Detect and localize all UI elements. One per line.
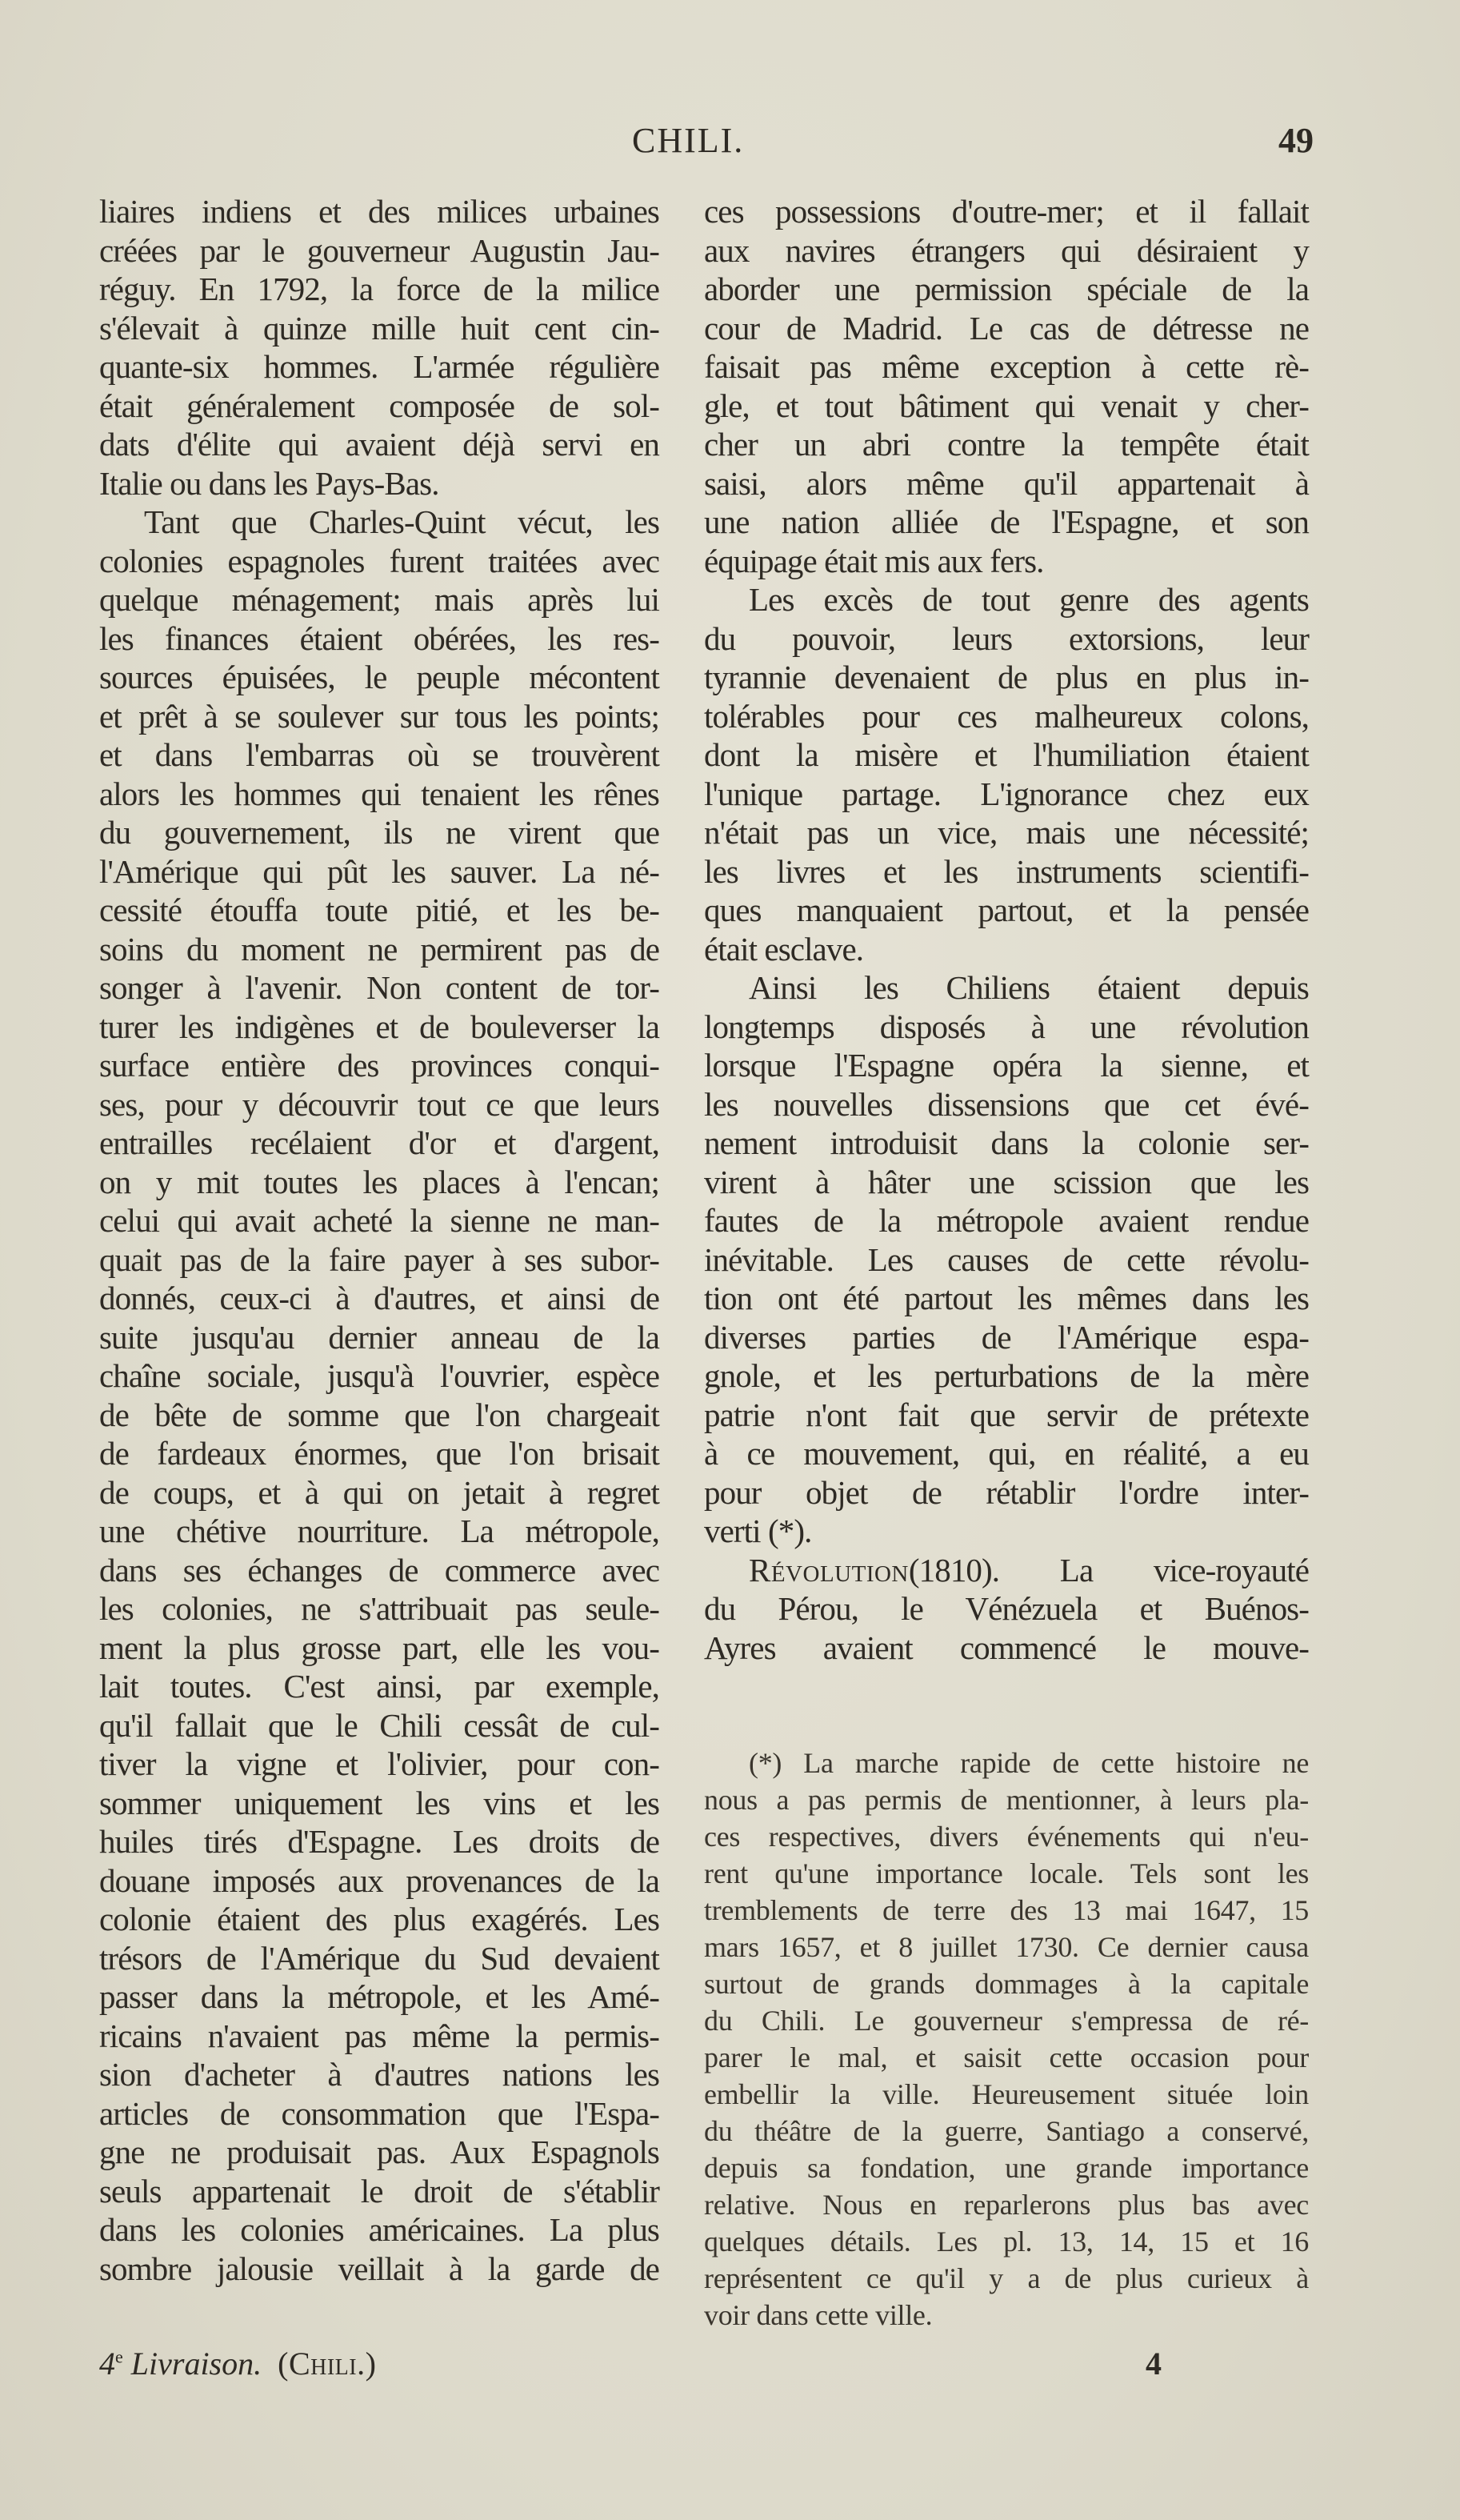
text-line: dans ses échanges de commerce avec — [99, 1551, 659, 1589]
text-line: faisait pas même exception à cette rè- — [704, 348, 1309, 385]
text-line: colonie étaient des plus exagérés. Les — [99, 1901, 659, 1937]
left-column — [99, 192, 659, 2288]
text-line: passer dans la métropole, et les Amé- — [99, 1978, 659, 2015]
text-line: celui qui avait acheté la sienne ne man- — [99, 1202, 659, 1239]
text-line: rent qu'une importance locale. Tels sont les — [704, 1857, 1309, 1889]
text-line: cessité étouffa toute pitié, et les be- — [99, 891, 659, 928]
text-line: patrie n'ont fait que servir de prétexte — [704, 1396, 1309, 1433]
text-line: pour objet de rétablir l'ordre inter- — [704, 1473, 1309, 1511]
text-line: représentent ce qu'il y a de plus curieux à — [704, 2262, 1309, 2294]
text-line: gnole, et les perturbations de la mère — [704, 1357, 1309, 1394]
text-line: virent à hâter une scission que les — [704, 1163, 1309, 1200]
text-line: tolérables pour ces malheureux colons, — [704, 697, 1309, 735]
text-line: colonies espagnoles furent traitées avec — [99, 542, 659, 579]
text-line: alors les hommes qui tenaient les rênes — [99, 775, 659, 812]
text-line: (*) La marche rapide de cette histoire ne — [749, 1747, 1309, 1779]
text-line: aborder une permission spéciale de la — [704, 270, 1309, 307]
text-line: surface entière des provinces conqui- — [99, 1047, 659, 1084]
text-line: longtemps disposés à une révolution — [704, 1008, 1309, 1045]
text-line: trésors de l'Amérique du Sud devaient — [99, 1939, 659, 1977]
text-line: réguy. En 1792, la force de la milice — [99, 270, 659, 307]
text-line: chaîne sociale, jusqu'à l'ouvrier, espèce — [99, 1357, 659, 1394]
text-line: quelques détails. Les pl. 13, 14, 15 et 16 — [704, 2226, 1309, 2258]
text-line: donnés, ceux-ci à d'autres, et ainsi de — [99, 1280, 659, 1316]
issue-label: Livraison. — [130, 2346, 262, 2382]
text-line: sources épuisées, le peuple mécontent — [99, 659, 659, 695]
text-line: diverses parties de l'Amérique espa- — [704, 1318, 1309, 1356]
text-line: les livres et les instruments scientifi- — [704, 852, 1309, 890]
text-line: dont la misère et l'humiliation étaient — [704, 736, 1309, 773]
text-line: s'élevait à quinze mille huit cent cin- — [99, 309, 659, 347]
text-line: soins du moment ne permirent pas de — [99, 930, 659, 968]
issue-signature — [99, 2345, 376, 2382]
text-line: du gouvernement, ils ne virent que — [99, 814, 659, 851]
text-line: dans les colonies américaines. La plus — [99, 2211, 659, 2248]
text-line: inévitable. Les causes de cette révolu- — [704, 1240, 1309, 1278]
text-line: ses, pour y découvrir tout ce que leurs — [99, 1085, 659, 1123]
text-line: à ce mouvement, qui, en réalité, a eu — [704, 1435, 1309, 1472]
text-line: quait pas de la faire payer à ses subor- — [99, 1240, 659, 1278]
text-line: fautes de la métropole avaient rendue — [704, 1202, 1309, 1239]
text-line: verti (*). — [704, 1512, 812, 1549]
text-line: était esclave. — [704, 930, 864, 968]
text-line: sommer uniquement les vins et les — [99, 1784, 659, 1821]
text-line: ces possessions d'outre-mer; et il fallait — [704, 193, 1309, 230]
text-line: Ainsi les Chiliens étaient depuis — [749, 969, 1309, 1006]
text-line: tiver la vigne et l'olivier, pour con- — [99, 1745, 659, 1782]
text-line: l'unique partage. L'ignorance chez eux — [704, 775, 1309, 812]
text-line: relative. Nous en reparlerons plus bas avec — [704, 2189, 1309, 2221]
text-line: Les excès de tout genre des agents — [749, 581, 1309, 618]
text-line: du Chili. Le gouverneur s'empressa de ré- — [704, 2005, 1309, 2037]
text-line: lorsque l'Espagne opéra la sienne, et — [704, 1047, 1309, 1084]
text-line: huiles tirés d'Espagne. Les droits de — [99, 1823, 659, 1860]
text-line: mars 1657, et 8 juillet 1730. Ce dernier causa — [704, 1931, 1309, 1963]
text-line: du pouvoir, leurs extorsions, leur — [704, 619, 1309, 657]
text-line: saisi, alors même qu'il appartenait à — [704, 464, 1309, 502]
issue-section: (Chili.) — [278, 2346, 377, 2382]
text-line: du théâtre de la guerre, Santiago a conservé, — [704, 2115, 1309, 2147]
text-line: tion ont été partout les mêmes dans les — [704, 1280, 1309, 1316]
text-line: et prêt à se soulever sur tous les points; — [99, 697, 659, 735]
text-line: lait toutes. C'est ainsi, par exemple, — [99, 1668, 659, 1705]
text-line: sion d'acheter à d'autres nations les — [99, 2056, 659, 2093]
text-line: songer à l'avenir. Non content de tor- — [99, 969, 659, 1006]
section-heading-text: (1810). La vice-royauté — [908, 1551, 1309, 1589]
text-line: on y mit toutes les places à l'encan; — [99, 1163, 659, 1200]
text-line: cour de Madrid. Le cas de détresse ne — [704, 309, 1309, 347]
text-line: de coups, et à qui on jetait à regret — [99, 1473, 659, 1511]
text-line: ment la plus grosse part, elle les vou- — [99, 1629, 659, 1666]
text-line: l'Amérique qui pût les sauver. La né- — [99, 852, 659, 890]
text-line: seuls appartenait le droit de s'établir — [99, 2172, 659, 2210]
text-line: les finances étaient obérées, les res- — [99, 619, 659, 657]
running-title: CHILI. — [632, 121, 745, 160]
section-heading-line — [704, 1551, 1309, 1590]
text-line: une chétive nourriture. La métropole, — [99, 1512, 659, 1549]
text-line: parer le mal, et saisit cette occasion pour — [704, 2041, 1309, 2073]
signature-mark: 4 — [1146, 2346, 1162, 2382]
text-line: Tant que Charles-Quint vécut, les — [144, 503, 659, 540]
text-line: embellir la ville. Heureusement située loin — [704, 2078, 1309, 2110]
text-line: de fardeaux énormes, que l'on brisait — [99, 1435, 659, 1472]
text-line: nous a pas permis de mentionner, à leurs pla- — [704, 1784, 1309, 1816]
text-line: créées par le gouverneur Augustin Jau- — [99, 231, 659, 269]
text-line: les colonies, ne s'attribuait pas seule- — [99, 1590, 659, 1627]
text-line: tremblements de terre des 13 mai 1647, 15 — [704, 1894, 1309, 1926]
text-line: liaires indiens et des milices urbaines — [99, 193, 659, 230]
text-line: de bête de somme que l'on chargeait — [99, 1396, 659, 1433]
text-line: sombre jalousie veillait à la garde de — [99, 2250, 659, 2287]
page-number: 49 — [1278, 121, 1314, 160]
text-line: ques manquaient partout, et la pensée — [704, 891, 1309, 928]
text-line: voir dans cette ville. — [704, 2299, 933, 2331]
text-line: du Pérou, le Vénézuela et Buénos- — [704, 1590, 1309, 1627]
text-line: les nouvelles dissensions que cet évé- — [704, 1085, 1309, 1123]
issue-number: 4 — [99, 2346, 115, 2382]
text-line: équipage était mis aux fers. — [704, 542, 1044, 579]
page-footer — [0, 2345, 1460, 2393]
text-line: suite jusqu'au dernier anneau de la — [99, 1318, 659, 1356]
text-line: qu'il fallait que le Chili cessât de cul- — [99, 1706, 659, 1744]
text-line: n'était pas un vice, mais une nécessité; — [704, 814, 1309, 851]
text-line: surtout de grands dommages à la capitale — [704, 1968, 1309, 2000]
text-line: nement introduisit dans la colonie ser- — [704, 1124, 1309, 1161]
text-line: Italie ou dans les Pays-Bas. — [99, 464, 439, 502]
text-line: gle, et tout bâtiment qui venait y cher- — [704, 387, 1309, 424]
text-line: dats d'élite qui avaient déjà servi en — [99, 426, 659, 463]
right-column — [704, 192, 1309, 1667]
text-line: quante-six hommes. L'armée régulière — [99, 348, 659, 385]
text-line: aux navires étrangers qui désiraient y — [704, 231, 1309, 269]
issue-suffix: e — [115, 2346, 123, 2367]
text-line: Ayres avaient commencé le mouve- — [704, 1629, 1309, 1666]
footnote — [704, 1745, 1309, 2334]
text-line: tyrannie devenaient de plus en plus in- — [704, 659, 1309, 695]
text-line: ricains n'avaient pas même la permis- — [99, 2017, 659, 2054]
text-line: une nation alliée de l'Espagne, et son — [704, 503, 1309, 540]
text-line: articles de consommation que l'Espa- — [99, 2094, 659, 2132]
text-line: douane imposés aux provenances de la — [99, 1861, 659, 1899]
section-heading: Révolution — [749, 1551, 909, 1589]
text-line: depuis sa fondation, une grande importance — [704, 2152, 1309, 2184]
running-head — [0, 120, 1460, 168]
text-line: gne ne produisait pas. Aux Espagnols — [99, 2133, 659, 2170]
text-line: et dans l'embarras où se trouvèrent — [99, 736, 659, 773]
text-line: entrailles recélaient d'or et d'argent, — [99, 1124, 659, 1161]
text-line: quelque ménagement; mais après lui — [99, 581, 659, 618]
text-line: était généralement composée de sol- — [99, 387, 659, 424]
text-line: cher un abri contre la tempête était — [704, 426, 1309, 463]
text-line: ces respectives, divers événements qui n'eu- — [704, 1821, 1309, 1853]
text-line: turer les indigènes et de bouleverser la — [99, 1008, 659, 1045]
